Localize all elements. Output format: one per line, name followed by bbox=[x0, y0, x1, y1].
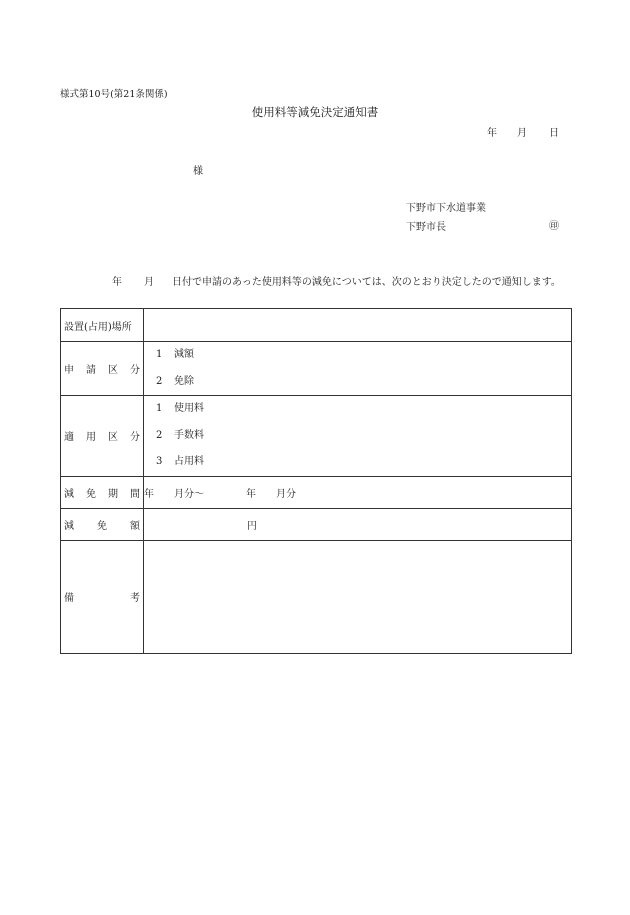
application-type-label bbox=[64, 361, 140, 376]
row-remarks bbox=[61, 540, 572, 653]
row-period bbox=[61, 476, 572, 508]
option-item: 1 使用料 bbox=[156, 403, 204, 414]
label-char: 区 bbox=[108, 365, 118, 376]
issuer-head: 下野市長 bbox=[406, 222, 446, 233]
application-type-options bbox=[144, 342, 572, 396]
date-line bbox=[487, 124, 559, 139]
row-location bbox=[61, 309, 572, 342]
label-char: 減 bbox=[64, 520, 74, 532]
option-item: 2 手数料 bbox=[156, 429, 204, 441]
amount-label bbox=[64, 517, 140, 532]
amount-value: 円 bbox=[144, 508, 572, 540]
label-char: 間 bbox=[130, 488, 140, 500]
period-value: 年 月分〜 年 月分 bbox=[144, 476, 572, 508]
date-month: 月 bbox=[517, 128, 527, 139]
label-char: 適 bbox=[64, 432, 74, 444]
row-application-type bbox=[61, 342, 572, 396]
intro-month: 月 bbox=[144, 277, 154, 288]
intro-body: 日付で申請のあった使用料等の減免については、次のとおり決定したので通知します。 bbox=[172, 277, 561, 288]
applicable-type-label bbox=[64, 428, 140, 443]
label-char: 用 bbox=[86, 432, 96, 444]
period-label bbox=[64, 485, 140, 500]
seal-mark: ㊞ bbox=[549, 221, 559, 232]
label-char: 考 bbox=[130, 593, 140, 604]
location-label: 設置(占用)場所 bbox=[61, 309, 144, 342]
date-day: 日 bbox=[549, 128, 559, 139]
date-year: 年 bbox=[487, 128, 497, 139]
label-char: 減 bbox=[64, 488, 74, 500]
issuer-organization: 下野市下水道事業 bbox=[406, 203, 486, 214]
label-char: 請 bbox=[86, 365, 96, 376]
intro-text bbox=[112, 273, 561, 288]
document-title: 使用料等減免決定通知書 bbox=[251, 105, 379, 119]
label-char: 備 bbox=[64, 593, 74, 604]
addressee-suffix: 様 bbox=[193, 166, 203, 177]
remarks-label bbox=[64, 589, 140, 604]
label-char: 分 bbox=[130, 365, 140, 376]
row-amount bbox=[61, 508, 572, 540]
option-item: 3 占用料 bbox=[156, 456, 204, 467]
form-number: 様式第10号(第21条関係) bbox=[60, 89, 168, 100]
location-value bbox=[144, 309, 572, 342]
option-item: 1 減額 bbox=[156, 349, 194, 360]
applicable-type-options bbox=[144, 396, 572, 477]
row-applicable-type bbox=[61, 396, 572, 477]
label-char: 区 bbox=[108, 432, 118, 444]
option-item: 2 免除 bbox=[156, 375, 194, 387]
label-char: 申 bbox=[64, 365, 74, 376]
remarks-value bbox=[144, 540, 572, 653]
label-char: 期 bbox=[108, 488, 118, 500]
intro-year: 年 bbox=[112, 277, 122, 288]
decision-table bbox=[60, 308, 572, 654]
label-char: 免 bbox=[86, 488, 96, 500]
label-char: 免 bbox=[97, 520, 107, 532]
label-char: 額 bbox=[130, 520, 140, 532]
label-char: 分 bbox=[130, 432, 140, 444]
